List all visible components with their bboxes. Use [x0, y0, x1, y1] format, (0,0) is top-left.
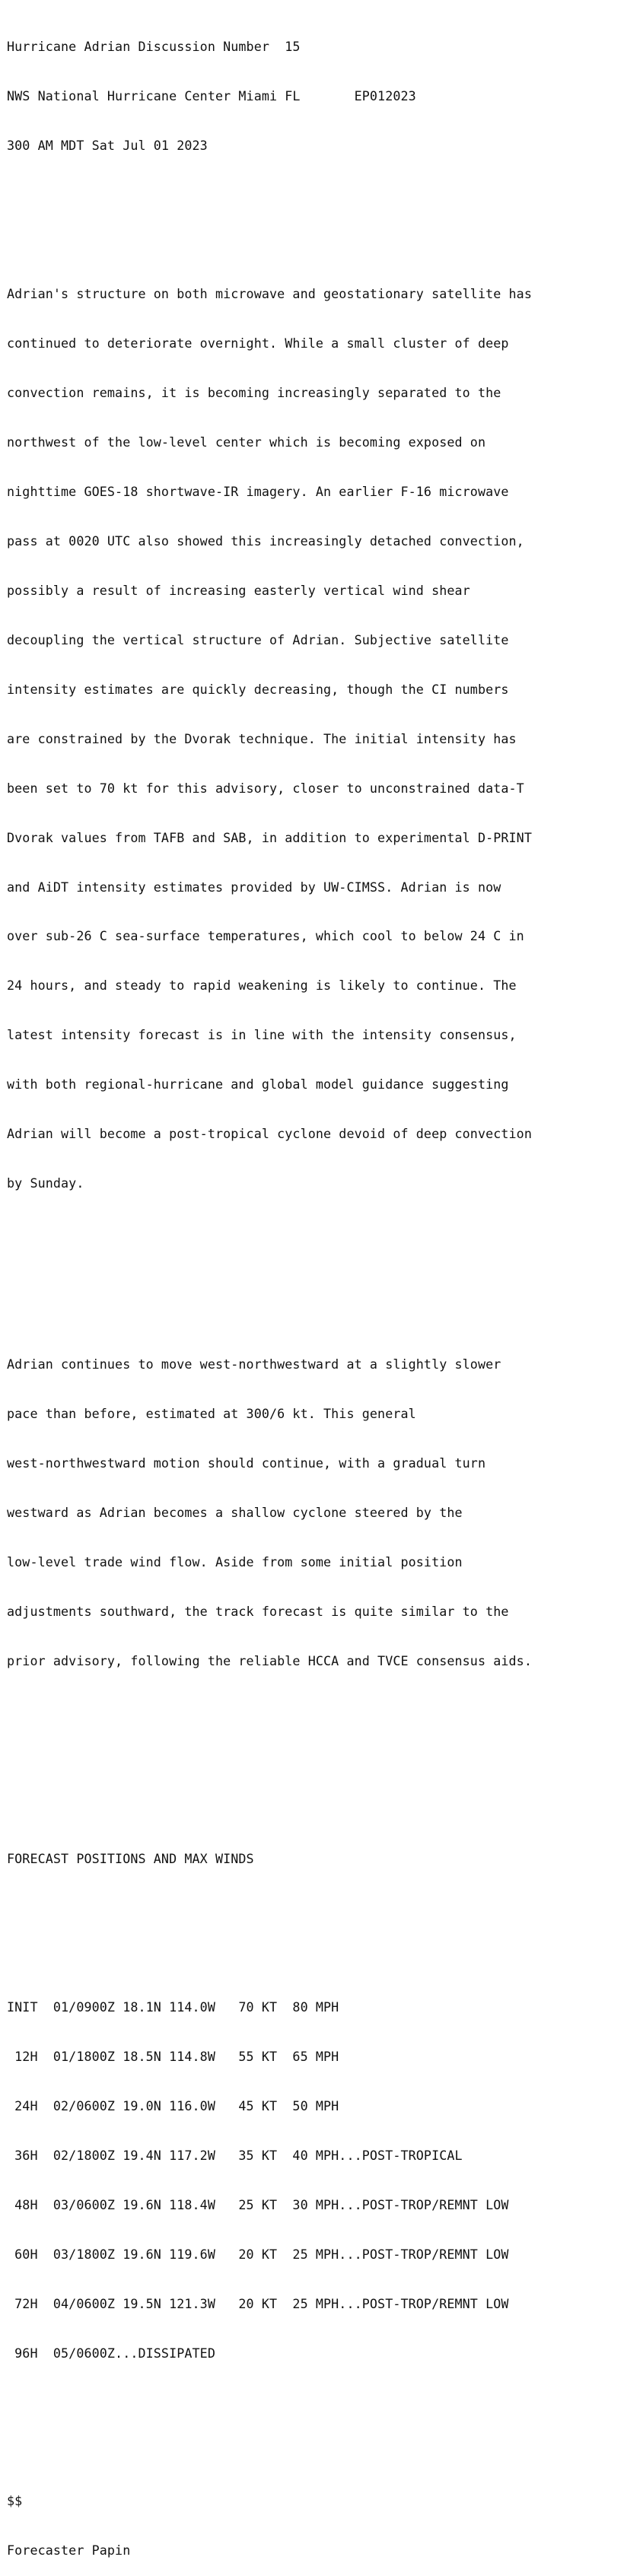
- forecaster-signature: Forecaster Papin: [7, 2543, 131, 2559]
- paragraph-line: prior advisory, following the reliable HCCA and TVCE consensus aids.: [7, 1653, 532, 1669]
- forecast-row: 96H 05/0600Z...DISSIPATED: [7, 2345, 215, 2361]
- blank-line: [7, 1258, 643, 1275]
- end-marker: $$: [7, 2493, 23, 2509]
- paragraph-line: latest intensity forecast is in line with the intensity consensus,: [7, 1027, 517, 1043]
- paragraph-line: with both regional-hurricane and global model guidance suggesting: [7, 1077, 509, 1092]
- paragraph-line: Dvorak values from TAFB and SAB, in addition to experimental D-PRINT: [7, 829, 532, 845]
- paragraph-line: northwest of the low-level center which is becoming exposed on: [7, 434, 486, 450]
- forecast-table: [7, 1967, 643, 2395]
- blank-line: [7, 1785, 643, 1802]
- forecast-row: 72H 04/0600Z 19.5N 121.3W 20 KT 25 MPH...POST-TROP/REMNT LOW: [7, 2295, 509, 2311]
- paragraph-line: westward as Adrian becomes a shallow cyclone steered by the: [7, 1505, 463, 1521]
- paragraph-line: 24 hours, and steady to rapid weakening is likely to continue. The: [7, 978, 517, 994]
- paragraph-line: pass at 0020 UTC also showed this increasingly detached convection,: [7, 533, 524, 549]
- intensity-paragraph: [7, 253, 643, 1225]
- forecast-row: INIT 01/0900Z 18.1N 114.0W 70 KT 80 MPH: [7, 1999, 339, 2015]
- paragraph-line: low-level trade wind flow. Aside from some initial position: [7, 1554, 463, 1570]
- paragraph-line: possibly a result of increasing easterly vertical wind shear: [7, 582, 470, 598]
- blank-line: [7, 1735, 643, 1752]
- blank-line: [7, 1900, 643, 1917]
- paragraph-line: intensity estimates are quickly decreasing, though the CI numbers: [7, 681, 509, 697]
- paragraph-line: adjustments southward, the track forecast is quite similar to the: [7, 1604, 509, 1620]
- forecast-row: 36H 02/1800Z 19.4N 117.2W 35 KT 40 MPH...POST-TROPICAL: [7, 2147, 463, 2163]
- paragraph-line: over sub-26 C sea-surface temperatures, which cool to below 24 C in: [7, 928, 524, 944]
- paragraph-line: decoupling the vertical structure of Adrian. Subjective satellite: [7, 631, 509, 647]
- paragraph-line: west-northwestward motion should continue, with a gradual turn: [7, 1455, 486, 1471]
- forecast-row: 12H 01/1800Z 18.5N 114.8W 55 KT 65 MPH: [7, 2048, 339, 2064]
- paragraph-line: continued to deteriorate overnight. While a small cluster of deep: [7, 336, 509, 351]
- paragraph-line: been set to 70 kt for this advisory, closer to unconstrained data-T: [7, 780, 524, 796]
- paragraph-line: Adrian will become a post-tropical cyclone devoid of deep convection: [7, 1126, 532, 1142]
- paragraph-line: nighttime GOES-18 shortwave-IR imagery. An earlier F-16 microwave: [7, 483, 509, 499]
- forecast-row: 48H 03/0600Z 19.6N 118.4W 25 KT 30 MPH...POST-TROP/REMNT LOW: [7, 2196, 509, 2212]
- discussion-title: Hurricane Adrian Discussion Number 15: [7, 39, 301, 55]
- forecast-row: 24H 02/0600Z 19.0N 116.0W 45 KT 50 MPH: [7, 2097, 339, 2113]
- forecast-row: 60H 03/1800Z 19.6N 119.6W 20 KT 25 MPH...POST-TROP/REMNT LOW: [7, 2246, 509, 2262]
- blank-line: [7, 2428, 643, 2444]
- paragraph-line: and AiDT intensity estimates provided by UW-CIMSS. Adrian is now: [7, 879, 501, 895]
- track-paragraph: [7, 1324, 643, 1703]
- paragraph-line: by Sunday.: [7, 1175, 84, 1191]
- paragraph-line: are constrained by the Dvorak technique. The initial intensity has: [7, 730, 517, 746]
- paragraph-line: Adrian continues to move west-northwestward at a slightly slower: [7, 1356, 501, 1372]
- paragraph-line: Adrian's structure on both microwave and geostationary satellite has: [7, 286, 532, 302]
- blank-line: [7, 187, 643, 204]
- forecast-heading: FORECAST POSITIONS AND MAX WINDS: [7, 1850, 254, 1866]
- paragraph-line: pace than before, estimated at 300/6 kt. This general: [7, 1406, 416, 1422]
- issuing-office: NWS National Hurricane Center Miami FL EP012023: [7, 88, 416, 104]
- issue-time: 300 AM MDT Sat Jul 01 2023: [7, 138, 208, 154]
- paragraph-line: convection remains, it is becoming increasingly separated to the: [7, 385, 501, 400]
